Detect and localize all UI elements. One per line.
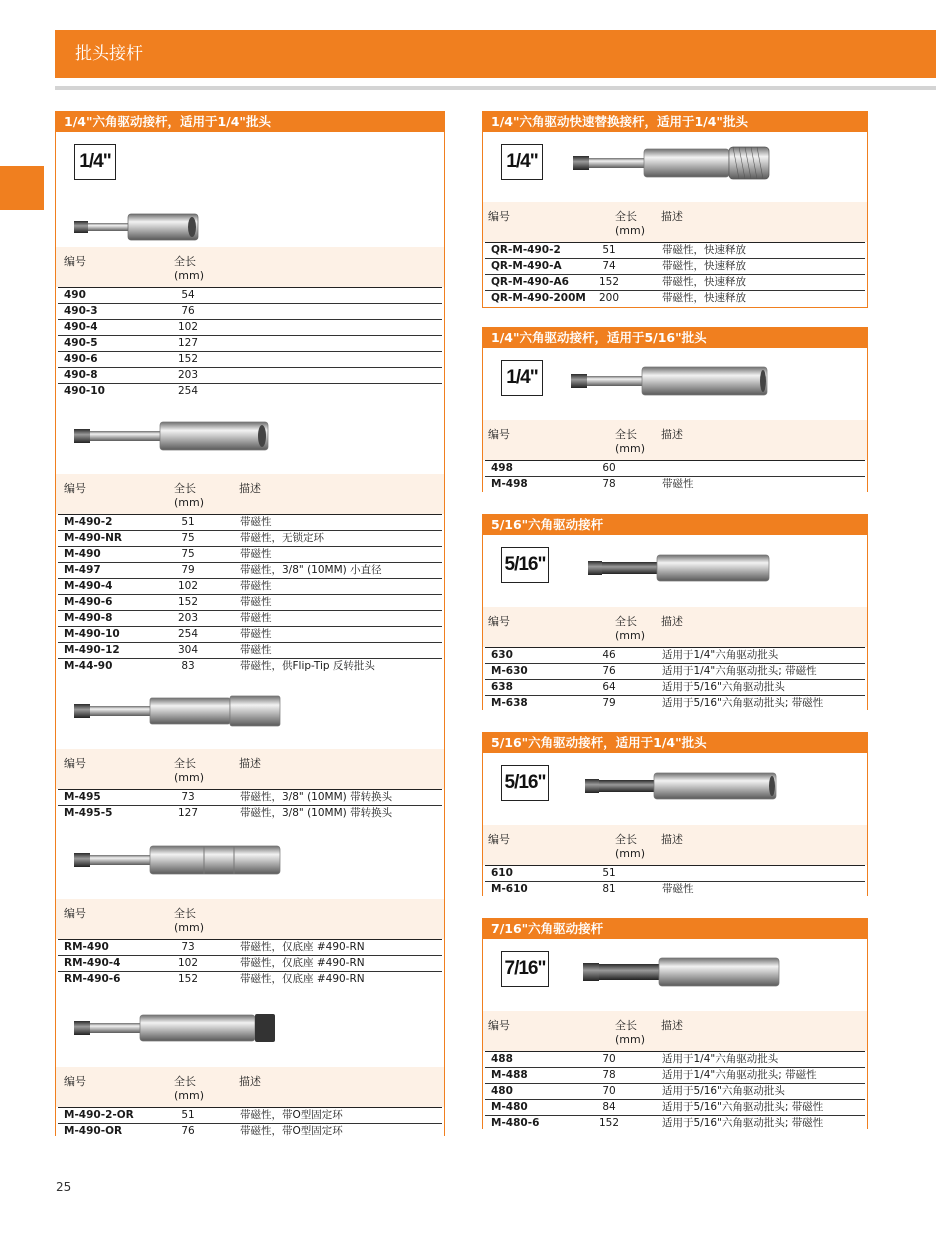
item-length: 152 — [598, 1117, 620, 1129]
item-length: 102 — [177, 321, 199, 333]
col-code-header: 编号 — [488, 210, 510, 223]
table-row — [485, 1099, 865, 1115]
size-badge: 5/16" — [501, 547, 549, 583]
item-code: M-490-12 — [64, 644, 120, 656]
table-row — [58, 351, 442, 367]
table-header — [56, 247, 444, 287]
col-code-header: 编号 — [488, 428, 510, 441]
table-row — [485, 663, 865, 679]
table-row — [58, 303, 442, 319]
item-description: 带磁性，仅底座 #490-RN — [240, 941, 365, 953]
item-description: 带磁性，仅底座 #490-RN — [240, 973, 365, 985]
item-description: 带磁性 — [240, 612, 272, 624]
bit-holder-image — [74, 1011, 279, 1045]
item-description: 带磁性，3/8" (10MM) 带转换头 — [240, 791, 393, 803]
panel-title: 1/4"六角驱动接杆，适用于5/16"批头 — [483, 328, 867, 348]
item-code: 488 — [491, 1053, 513, 1065]
size-badge: 7/16" — [501, 951, 549, 987]
panel-title: 5/16"六角驱动接杆，适用于1/4"批头 — [483, 733, 867, 753]
col-length-header: 全长 (mm) — [174, 907, 205, 934]
bit-holder-image — [74, 212, 199, 242]
item-length: 83 — [181, 660, 195, 672]
table-body — [483, 460, 867, 492]
table-row — [485, 1083, 865, 1099]
item-code: 490-5 — [64, 337, 98, 349]
table-row — [58, 367, 442, 383]
item-length: 75 — [181, 532, 195, 544]
table-row — [58, 939, 442, 955]
table-header — [56, 749, 444, 789]
item-length: 81 — [602, 883, 616, 895]
table-row — [485, 274, 865, 290]
item-length: 74 — [602, 260, 616, 272]
table-header — [483, 1011, 867, 1051]
item-description: 适用于5/16"六角驱动批头; 带磁性 — [662, 697, 824, 709]
table-row — [58, 658, 442, 674]
page-title: 批头接杆 — [55, 30, 936, 78]
table-row — [58, 971, 442, 987]
item-length: 76 — [181, 1125, 195, 1137]
product-image-area — [56, 674, 444, 749]
item-code: M-44-90 — [64, 660, 113, 672]
item-description: 带磁性，无锁定环 — [240, 532, 324, 544]
table-header — [483, 420, 867, 460]
item-length: 78 — [602, 1069, 616, 1081]
bit-holder-image — [571, 364, 771, 398]
table-row — [58, 1123, 442, 1139]
table-row — [58, 1107, 442, 1123]
item-description: 带磁性 — [240, 580, 272, 592]
table-row — [485, 258, 865, 274]
item-description: 适用于5/16"六角驱动批头 — [662, 1085, 785, 1097]
col-length-header: 全长 (mm) — [174, 255, 205, 282]
col-desc-header: 描述 — [661, 615, 683, 628]
product-image-area — [56, 987, 444, 1067]
item-description: 适用于1/4"六角驱动批头; 带磁性 — [662, 1069, 817, 1081]
item-length: 127 — [177, 807, 199, 819]
table-row — [58, 642, 442, 658]
table-body — [56, 287, 444, 399]
item-code: 490-4 — [64, 321, 98, 333]
item-code: M-490-OR — [64, 1125, 123, 1137]
table-row — [485, 865, 865, 881]
page-number: 25 — [56, 1180, 72, 1194]
item-code: M-490 — [64, 548, 101, 560]
product-image-area — [56, 821, 444, 899]
section-tab — [0, 166, 44, 210]
item-description: 带磁性 — [662, 883, 694, 895]
table-body — [483, 865, 867, 897]
table-body — [56, 514, 444, 674]
table-row — [485, 695, 865, 711]
item-description: 带磁性，快速释放 — [662, 244, 746, 256]
item-code: M-490-6 — [64, 596, 113, 608]
item-length: 76 — [602, 665, 616, 677]
bit-holder-image — [573, 146, 773, 180]
item-code: 490-6 — [64, 353, 98, 365]
col-code-header: 编号 — [488, 1019, 510, 1032]
item-code: 490-3 — [64, 305, 98, 317]
item-description: 带磁性，3/8" (10MM) 小直径 — [240, 564, 382, 576]
panel-title: 1/4"六角驱动快速替换接杆，适用于1/4"批头 — [483, 112, 867, 132]
col-length-header: 全长 (mm) — [174, 482, 205, 509]
product-image-area — [56, 399, 444, 474]
col-code-header: 编号 — [64, 1075, 86, 1088]
table-row — [58, 546, 442, 562]
bit-holder-image — [74, 694, 284, 728]
item-length: 51 — [181, 516, 195, 528]
table-body — [56, 939, 444, 987]
item-code: M-490-2-OR — [64, 1109, 134, 1121]
panel-quarter-to-5-16-extensions — [482, 327, 868, 492]
item-description: 带磁性 — [240, 516, 272, 528]
product-image-area — [483, 753, 867, 825]
col-code-header: 编号 — [64, 907, 86, 920]
item-length: 152 — [177, 353, 199, 365]
item-code: 638 — [491, 681, 513, 693]
table-row — [485, 679, 865, 695]
item-length: 73 — [181, 941, 195, 953]
product-image-area — [483, 939, 867, 1011]
table-body — [483, 647, 867, 711]
item-code: 490-8 — [64, 369, 98, 381]
table-row — [58, 610, 442, 626]
item-description: 带磁性，带O型固定环 — [240, 1109, 343, 1121]
table-row — [58, 562, 442, 578]
item-length: 76 — [181, 305, 195, 317]
table-header — [56, 899, 444, 939]
item-length: 152 — [177, 596, 199, 608]
item-description: 带磁性，快速释放 — [662, 292, 746, 304]
table-header — [483, 607, 867, 647]
item-length: 75 — [181, 548, 195, 560]
table-header — [56, 1067, 444, 1107]
table-row — [58, 789, 442, 805]
table-row — [58, 287, 442, 303]
panel-title: 7/16"六角驱动接杆 — [483, 919, 867, 939]
col-desc-header: 描述 — [239, 1075, 261, 1088]
table-body — [56, 789, 444, 821]
col-length-header: 全长 (mm) — [615, 615, 646, 642]
item-code: M-490-NR — [64, 532, 122, 544]
item-length: 46 — [602, 649, 616, 661]
item-code: QR-M-490-A6 — [491, 276, 569, 288]
col-code-header: 编号 — [64, 255, 86, 268]
item-description: 带磁性，供Flip-Tip 反转批头 — [240, 660, 375, 672]
table-row — [485, 881, 865, 897]
panel-title: 5/16"六角驱动接杆 — [483, 515, 867, 535]
product-image-area — [56, 132, 444, 247]
panel-title: 1/4"六角驱动接杆，适用于1/4"批头 — [56, 112, 444, 132]
size-badge: 5/16" — [501, 765, 549, 801]
item-length: 51 — [181, 1109, 195, 1121]
col-code-header: 编号 — [64, 757, 86, 770]
table-header — [483, 202, 867, 242]
size-badge: 1/4" — [501, 360, 543, 396]
col-desc-header: 描述 — [239, 482, 261, 495]
col-desc-header: 描述 — [661, 210, 683, 223]
item-length: 127 — [177, 337, 199, 349]
table-row — [58, 530, 442, 546]
item-code: RM-490 — [64, 941, 109, 953]
table-row — [485, 647, 865, 663]
table-row — [58, 626, 442, 642]
table-body — [56, 1107, 444, 1139]
item-description: 带磁性 — [240, 596, 272, 608]
table-body — [483, 242, 867, 306]
table-row — [58, 955, 442, 971]
item-description: 带磁性，快速释放 — [662, 276, 746, 288]
item-length: 51 — [602, 867, 616, 879]
col-length-header: 全长 (mm) — [174, 757, 205, 784]
bit-holder-image — [74, 843, 284, 877]
table-row — [58, 805, 442, 821]
bit-holder-image — [74, 419, 269, 453]
item-length: 102 — [177, 957, 199, 969]
table-row — [58, 578, 442, 594]
item-description: 适用于1/4"六角驱动批头; 带磁性 — [662, 665, 817, 677]
col-length-header: 全长 (mm) — [615, 210, 646, 237]
table-row — [485, 1115, 865, 1131]
item-code: M-490-8 — [64, 612, 113, 624]
panel-7-16-hex-extensions — [482, 918, 868, 1129]
table-row — [58, 383, 442, 399]
item-code: M-480-6 — [491, 1117, 540, 1129]
item-description: 适用于5/16"六角驱动批头; 带磁性 — [662, 1117, 824, 1129]
bit-holder-image — [588, 551, 773, 585]
item-code: M-638 — [491, 697, 528, 709]
item-code: M-490-10 — [64, 628, 120, 640]
item-length: 84 — [602, 1101, 616, 1113]
item-length: 152 — [598, 276, 620, 288]
item-code: M-488 — [491, 1069, 528, 1081]
item-code: 630 — [491, 649, 513, 661]
item-code: M-610 — [491, 883, 528, 895]
item-length: 64 — [602, 681, 616, 693]
item-code: M-498 — [491, 478, 528, 490]
item-length: 254 — [177, 385, 199, 397]
item-code: M-480 — [491, 1101, 528, 1113]
panel-5-16-hex-extensions — [482, 514, 868, 710]
item-code: M-490-2 — [64, 516, 113, 528]
col-length-header: 全长 (mm) — [615, 833, 646, 860]
col-desc-header: 描述 — [661, 428, 683, 441]
item-description: 带磁性，3/8" (10MM) 带转换头 — [240, 807, 393, 819]
item-code: M-497 — [64, 564, 101, 576]
item-code: M-490-4 — [64, 580, 113, 592]
item-length: 79 — [602, 697, 616, 709]
item-length: 152 — [177, 973, 199, 985]
item-code: M-495-5 — [64, 807, 113, 819]
table-row — [485, 1067, 865, 1083]
item-code: QR-M-490-200M — [491, 292, 586, 304]
item-length: 102 — [177, 580, 199, 592]
size-badge: 1/4" — [501, 144, 543, 180]
table-row — [58, 514, 442, 530]
col-code-header: 编号 — [488, 833, 510, 846]
col-desc-header: 描述 — [661, 833, 683, 846]
item-description: 带磁性，仅底座 #490-RN — [240, 957, 365, 969]
item-code: QR-M-490-2 — [491, 244, 561, 256]
item-length: 203 — [177, 612, 199, 624]
table-row — [485, 460, 865, 476]
item-length: 70 — [602, 1085, 616, 1097]
table-header — [56, 474, 444, 514]
item-length: 78 — [602, 478, 616, 490]
item-description: 带磁性，快速释放 — [662, 260, 746, 272]
item-length: 79 — [181, 564, 195, 576]
table-row — [485, 242, 865, 258]
col-desc-header: 描述 — [239, 757, 261, 770]
table-header — [483, 825, 867, 865]
col-length-header: 全长 (mm) — [615, 428, 646, 455]
table-row — [485, 1051, 865, 1067]
item-description: 适用于1/4"六角驱动批头 — [662, 1053, 779, 1065]
item-code: 480 — [491, 1085, 513, 1097]
col-code-header: 编号 — [64, 482, 86, 495]
item-code: 490-10 — [64, 385, 105, 397]
item-description: 带磁性 — [662, 478, 694, 490]
item-length: 51 — [602, 244, 616, 256]
product-image-area — [483, 535, 867, 607]
product-image-area — [483, 348, 867, 420]
item-description: 适用于5/16"六角驱动批头; 带磁性 — [662, 1101, 824, 1113]
item-code: M-495 — [64, 791, 101, 803]
banner-divider — [55, 86, 936, 90]
item-description: 带磁性 — [240, 548, 272, 560]
item-length: 254 — [177, 628, 199, 640]
item-code: RM-490-6 — [64, 973, 121, 985]
item-code: RM-490-4 — [64, 957, 121, 969]
table-body — [483, 1051, 867, 1131]
bit-holder-image — [585, 769, 780, 803]
item-description: 带磁性，带O型固定环 — [240, 1125, 343, 1137]
col-desc-header: 描述 — [661, 1019, 683, 1032]
col-length-header: 全长 (mm) — [615, 1019, 646, 1046]
item-code: QR-M-490-A — [491, 260, 562, 272]
item-length: 73 — [181, 791, 195, 803]
item-code: 498 — [491, 462, 513, 474]
item-code: 610 — [491, 867, 513, 879]
item-length: 203 — [177, 369, 199, 381]
item-description: 带磁性 — [240, 644, 272, 656]
product-image-area — [483, 132, 867, 202]
table-row — [58, 319, 442, 335]
item-length: 54 — [181, 289, 195, 301]
panel-quarter-hex-extensions — [55, 111, 445, 1136]
table-row — [58, 594, 442, 610]
col-code-header: 编号 — [488, 615, 510, 628]
table-row — [485, 290, 865, 306]
panel-5-16-to-quarter-extensions — [482, 732, 868, 896]
item-code: M-630 — [491, 665, 528, 677]
item-length: 200 — [598, 292, 620, 304]
item-description: 适用于5/16"六角驱动批头 — [662, 681, 785, 693]
bit-holder-image — [583, 955, 783, 989]
size-badge: 1/4" — [74, 144, 116, 180]
item-length: 304 — [177, 644, 199, 656]
panel-quick-release-extensions — [482, 111, 868, 308]
item-length: 60 — [602, 462, 616, 474]
item-description: 带磁性 — [240, 628, 272, 640]
table-row — [58, 335, 442, 351]
item-description: 适用于1/4"六角驱动批头 — [662, 649, 779, 661]
col-length-header: 全长 (mm) — [174, 1075, 205, 1102]
item-code: 490 — [64, 289, 86, 301]
table-row — [485, 476, 865, 492]
item-length: 70 — [602, 1053, 616, 1065]
